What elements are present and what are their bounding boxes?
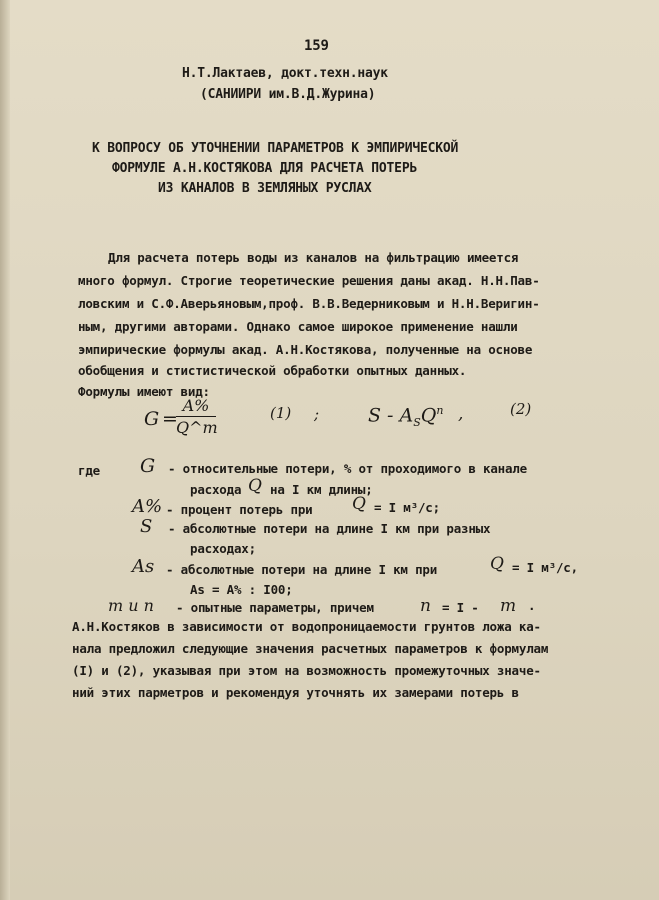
def-sigma-text2: расхода [190, 482, 242, 497]
page-number: 159 [304, 38, 329, 54]
paragraph-line: ным, другими авторами. Однако самое широкое применение нашли [78, 319, 518, 334]
def-mn-m: m [500, 596, 517, 616]
def-apct-eq: = I м³/с; [374, 500, 440, 515]
def-mn-n: n [420, 596, 431, 616]
formula-denominator: Q^m [176, 418, 218, 437]
def-s-text: - абсолютные потери на длине I км при разных [168, 521, 491, 536]
formula-numerator: A% [182, 396, 210, 415]
def-sigma-symbol: G [140, 455, 156, 477]
title-line: ИЗ КАНАЛОВ В ЗЕМЛЯНЫХ РУСЛАХ [158, 181, 372, 196]
formula-equals: = [162, 408, 178, 430]
def-as-text: - абсолютные потери на длине I км при [166, 562, 438, 577]
def-mn-text: - опытные параметры, причем [176, 600, 374, 615]
title-line: К ВОПРОСУ ОБ УТОЧНЕНИИ ПАРАМЕТРОВ К ЭМПИРИЧЕСКОЙ [92, 141, 459, 156]
formula-rhs2-q: Q [420, 404, 437, 427]
def-apct-symbol: A% [132, 496, 163, 517]
paragraph-line: обобщения и стистистической обработки опытных данных. [78, 363, 467, 378]
author-line: Н.Т.Лактаев, докт.техн.наук [182, 66, 388, 81]
paragraph-line: Формулы имеют вид: [78, 384, 210, 399]
formula-rhs2 [368, 404, 443, 429]
title-line: ФОРМУЛЕ А.Н.КОСТЯКОВА ДЛЯ РАСЧЕТА ПОТЕРЬ [112, 161, 418, 176]
def-s-symbol: S [140, 516, 153, 537]
paragraph-line: (I) и (2), указывая при этом на возможность промежуточных значе- [72, 663, 541, 678]
def-apct-q: Q [352, 494, 366, 514]
institution-line: (САНИИРИ им.В.Д.Журина) [200, 87, 376, 102]
formula-sigma: G [144, 408, 160, 430]
paragraph-line: нала предложил следующие значения расчетных параметров к формулам [72, 641, 549, 656]
def-apct-text: - процент потерь при [166, 502, 313, 517]
formula-rhs2-exp: n [436, 404, 444, 417]
page-binding-shadow [0, 0, 10, 900]
def-sigma-text: - относительные потери, % от проходимого в канале [168, 461, 527, 476]
formula-comma: , [458, 404, 464, 424]
paragraph-line: эмпирические формулы акад. А.Н.Костякова, полученные на основе [78, 342, 533, 357]
def-as-eq: = I м³/с, [512, 560, 578, 575]
paragraph-line: Для расчета потерь воды из каналов на фильтрацию имеется [108, 250, 519, 265]
paragraph-line: ний этих парметров и рекомендуя уточнять их замерами потерь в [72, 685, 519, 700]
def-mn-dot: . [528, 598, 536, 613]
formula-separator: ; [314, 405, 320, 423]
def-as-q: Q [490, 554, 504, 574]
def-as-symbol: As [132, 556, 155, 577]
formula-number-2: (2) [510, 400, 532, 418]
formula-rhs2-sub: S [413, 416, 421, 430]
def-sigma-q: Q [248, 476, 262, 496]
paragraph-line: ловским и С.Ф.Аверьяновым,проф. В.В.Ведерниковым и Н.Н.Веригин- [78, 296, 540, 311]
formula-fraction [176, 396, 216, 437]
paragraph-line: много формул. Строгие теоретические решения даны акад. Н.Н.Пав- [78, 273, 540, 288]
def-mn-symbols: m и n [108, 596, 154, 615]
formula-number-1: (1) [270, 404, 292, 422]
paragraph-line: А.Н.Костяков в зависимости от водопроницаемости грунтов ложа ка- [72, 619, 541, 634]
formula-rhs2-text: S - A [368, 404, 414, 427]
def-sigma-text3: на I км длины; [270, 482, 373, 497]
def-s-text2: расходах; [190, 541, 256, 556]
def-mn-eq: = I - [442, 600, 479, 615]
where-label: где [78, 463, 100, 478]
def-as-relation: As = A% : I00; [190, 582, 293, 597]
